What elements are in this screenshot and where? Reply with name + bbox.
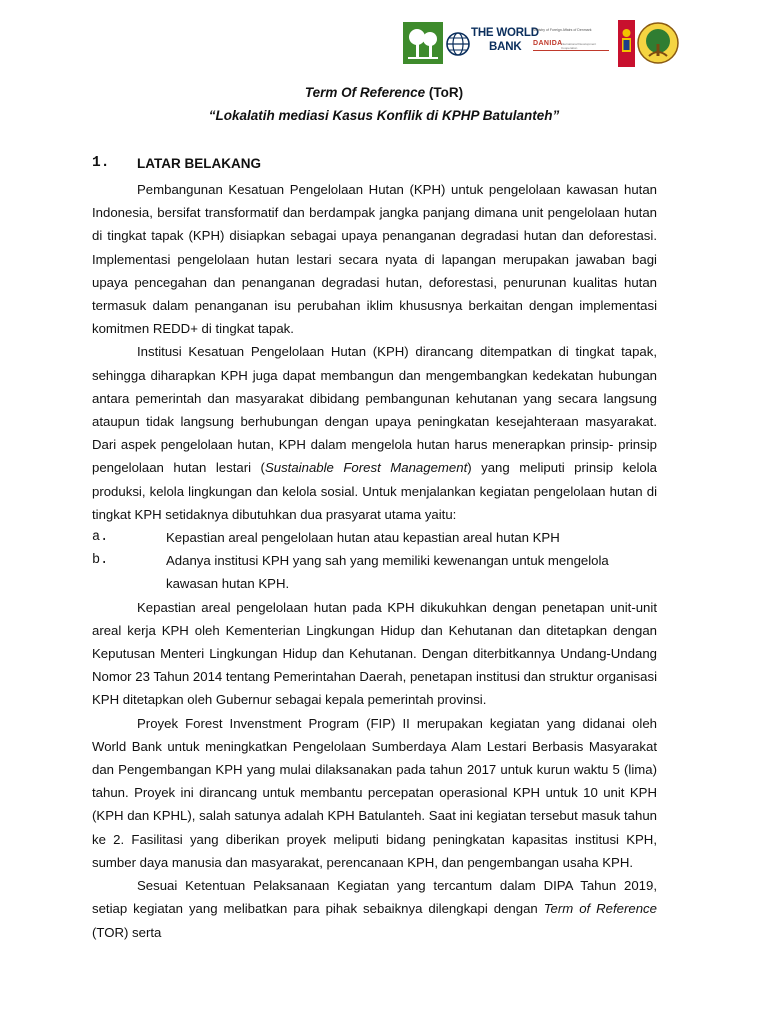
ministry-crest-icon <box>637 22 679 64</box>
list-item-text: Adanya institusi KPH yang sah yang memiliki kewenangan untuk mengelola kawasan hutan KPH. <box>166 553 609 592</box>
world-bank-line1: THE WORLD <box>471 27 539 39</box>
paragraph-2-end: ) yang meliputi prinsip kelola produksi, kelola lingkungan dan kelola sosial. Untuk menjalankan kegiatan pengelolaan hutan di tingkat KPH setidaknya dibutuhkan dua prasyarat utama yaitu: <box>92 460 657 522</box>
forest-program-logo <box>403 22 443 64</box>
list-item <box>92 549 657 595</box>
prerequisite-list <box>92 526 657 596</box>
paragraph-2 <box>92 340 657 526</box>
coat-of-arms-flag-icon <box>618 20 635 67</box>
danida-rule <box>533 50 609 51</box>
paragraph-4: Proyek Forest Invenstment Program (FIP) II merupakan kegiatan yang didanai oleh World Bank untuk meningkatkan Pengelolaan Sumberdaya Alam Lestari Berbasis Masyarakat dan Pengembangan KPH yang mulai dilaksanakan pada tahun 2017 untuk kurun waktu 5 (lima) tahun. Proyek ini dirancang untuk membantu percepatan operasional KPH untuk 10 unit KPH (KPH dan KPHL), salah satunya adalah KPH Batulanteh. Saat ini kegiatan tersebut masuk tahun ke 2. Fasilitasi yang diberikan proyek meliputi bidang peningkatan kapasitas institusi KPH, sumber daya manusia dan masyarakat, perencanaan KPH, dan pengembangan usaha KPH. <box>92 715 657 870</box>
list-item-text: Kepastian areal pengelolaan hutan atau kepastian areal hutan KPH <box>166 530 560 546</box>
danida-wordmark: DANIDA <box>533 40 563 47</box>
world-bank-wordmark <box>471 26 539 54</box>
paragraph-5 <box>92 874 657 944</box>
paragraph-2-italic: Sustainable Forest Management <box>264 460 468 476</box>
paragraph-3: Kepastian areal pengelolaan hutan pada KPH dikukuhkan dengan penetapan unit-unit areal kerja KPH oleh Kementerian Lingkungan Hidup dan Kehutanan dan ditetapkan dengan Keputusan Menteri Lingkungan Hidup dan Kehutanan. Dengan diterbitkannya Undang-Undang Nomor 23 Tahun 2014 tentang Pemerintahan Daerah, penetapan institusi dan struktur organisasi KPH ditetapkan oleh Gubernur sebagai kepala pemerintah provinsi. <box>92 599 657 708</box>
world-bank-line2: BANK <box>489 41 522 53</box>
document-title <box>0 85 768 100</box>
title-abbr: (ToR) <box>425 85 464 100</box>
danida-ministry-text: Ministry of Foreign Affairs of Denmark <box>533 28 592 32</box>
title-italic: Term Of Reference <box>304 85 426 100</box>
paragraph-5-end: (TOR) serta <box>92 924 162 940</box>
world-bank-globe-icon <box>445 24 471 64</box>
danida-subtitle: International Development Cooperation <box>561 42 597 50</box>
paragraph-5-italic: Term of Reference <box>543 901 657 917</box>
paragraph-5-start: Sesuai Ketentuan Pelaksanaan Kegiatan yang tercantum dalam DIPA Tahun 2019, setiap kegiatan yang melibatkan para pihak sebaiknya dilengkapi dengan <box>92 878 657 917</box>
list-item <box>92 526 657 549</box>
list-marker: b. <box>92 553 109 569</box>
paragraph-2-start: Institusi Kesatuan Pengelolaan Hutan (KPH) dirancang ditempatkan di tingkat tapak, sehingga diharapkan KPH juga dapat membangun dan mengembangkan kedekatan hubungan antara pemerintah dan masyarakat dibidang pembangunan kehutanan yang secara langsung ataupun tidak langsung berhubungan dengan upaya peningkatan kesejahteraan masyarakat. Dari aspek pengelolaan hutan, KPH dalam mengelola hutan harus menerapkan prinsip- prinsip pengelolaan hutan lestari ( <box>92 344 657 476</box>
paragraph-1: Pembangunan Kesatuan Pengelolaan Hutan (KPH) untuk pengelolaan kawasan hutan Indonesia, bersifat transformatif dan berdampak jangka panjang dimana unit pengelolaan hutan di tingkat tapak (KPH) disiapkan sebagai upaya penanganan degradasi hutan dan deforestasi. Implementasi pengelolaan hutan lestari secara nyata di lapangan merupakan jawaban bagi upaya pencegahan dan penanganan degradasi hutan, deforestasi, penurunan kualitas hutan termasuk dalam penanganan isu perubahan iklim khususnya berkaitan dengan implementasi komitmen REDD+ di tingkat tapak. <box>92 182 657 337</box>
section-title: LATAR BELAKANG <box>137 156 261 171</box>
logo-bar <box>403 20 683 68</box>
document-body <box>92 178 657 944</box>
list-marker: a. <box>92 530 109 546</box>
section-number: 1. <box>92 155 110 171</box>
document-subtitle: “Lokalatih mediasi Kasus Konflik di KPHP Batulanteh” <box>208 108 560 123</box>
